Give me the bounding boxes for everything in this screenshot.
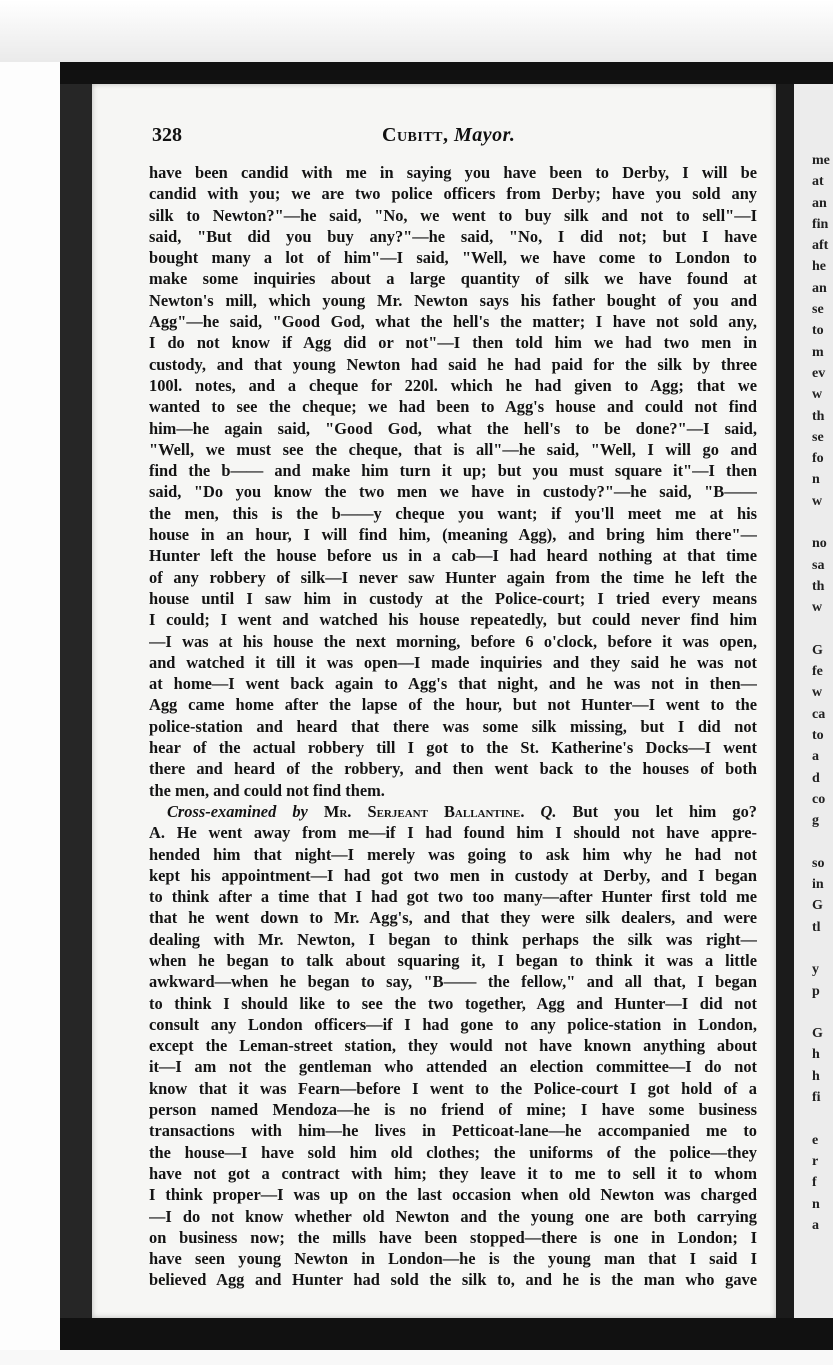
text-line: transactions with him—he lives in Petticoat-lane—he accompanied me to <box>149 1121 757 1141</box>
text-line: believed Agg and Hunter had sold the silk to, and he is the man who gave <box>149 1270 757 1290</box>
facing-page-text: aft <box>812 238 829 254</box>
text-line: Hunter left the house before us in a cab—I had heard nothing at that time <box>149 546 757 566</box>
text-line: Agg came home after the lapse of the hour, but not Hunter—I went to the <box>149 695 757 715</box>
facing-page-fragment <box>794 84 833 1324</box>
facing-page-text: sa <box>812 557 825 573</box>
running-head <box>382 124 515 147</box>
text-line: have seen young Newton in London—he is the young man that I said I <box>149 1249 757 1269</box>
running-head-name: Cubitt, <box>382 124 449 146</box>
text-line: at home—I went back again to Agg's that night, and he was not in then— <box>149 674 757 694</box>
book-page <box>92 84 776 1318</box>
facing-page-text <box>794 1002 833 1023</box>
text-line: —I do not know whether old Newton and the young one are both carrying <box>149 1206 757 1226</box>
question-text: But you let him go? <box>572 801 757 821</box>
facing-page-text: to <box>812 728 824 744</box>
facing-page-text: g <box>812 813 819 829</box>
text-line: bought many a lot of him"—I said, "Well, we have come to London to <box>149 248 757 268</box>
facing-page-text <box>794 619 833 640</box>
text-line: I could; I went and watched his house repeatedly, but could never find him <box>149 610 757 630</box>
facing-page-text: w <box>812 493 823 509</box>
facing-page-text: th <box>812 578 825 594</box>
text-line: hear of the actual robbery till I got to the St. Katherine's Docks—I went <box>149 738 757 758</box>
facing-page-text: in <box>812 877 824 893</box>
text-line: said, "Do you know the two men we have in custody?"—he said, "B—— <box>149 482 757 502</box>
text-line: to think after a time that I had got two too many—after Hunter first told me <box>149 887 757 907</box>
text-line: hended him that night—I merely was going to ask him why he had not <box>149 844 757 864</box>
text-line: kept his appointment—I had got two men in custody at Derby, and I began <box>149 865 757 885</box>
facing-page-text: f <box>812 1175 817 1191</box>
scanner-top-band <box>60 62 833 84</box>
text-line: wanted to see the cheque; we had been to Agg's house and could not find <box>149 397 757 417</box>
facing-page-text: se <box>812 302 824 318</box>
body-text <box>149 162 757 1291</box>
facing-page-text: no <box>812 536 827 552</box>
text-line: have not got a contract with him; they leave it to me to sell it to whom <box>149 1163 757 1183</box>
facing-page-text <box>794 938 833 959</box>
facing-page-text: w <box>812 685 823 701</box>
facing-page-text: y <box>812 962 819 978</box>
text-line: Newton's mill, which young Mr. Newton says his father bought of you and <box>149 290 757 310</box>
facing-page-text: to <box>812 323 824 339</box>
facing-page-text: G <box>812 1026 823 1042</box>
scan-bottom-margin <box>0 1350 833 1365</box>
facing-page-text: fin <box>812 216 829 232</box>
facing-page-text: at <box>812 174 824 190</box>
text-line: said, "But did you buy any?"—he said, "No, I did not; but I have <box>149 226 757 246</box>
running-head-title: Mayor. <box>454 124 516 146</box>
text-line: that he went down to Mr. Agg's, and that they were silk dealers, and were <box>149 908 757 928</box>
text-line: awkward—when he began to say, "B—— the fellow," and all that, I began <box>149 972 757 992</box>
facing-page-text: tl <box>812 919 821 935</box>
text-line: candid with you; we are two police officers from Derby; have you sold any <box>149 184 757 204</box>
text-line: have been candid with me in saying you have been to Derby, I will be <box>149 163 757 182</box>
text-line: the men, this is the b——y cheque you want; if you'll meet me at his <box>149 503 757 523</box>
cross-examined-label: Cross-examined by <box>167 801 308 821</box>
facing-page-text: se <box>812 429 824 445</box>
text-line: and watched it till it was open—I made inquiries and they said he was not <box>149 652 757 672</box>
text-line: know that it was Fearn—before I went to the Police-court I got hold of a <box>149 1078 757 1098</box>
book-left-edge <box>60 84 92 1324</box>
page-number: 328 <box>152 124 182 146</box>
facing-page-text: e <box>812 1132 819 1148</box>
facing-page-text: ca <box>812 706 826 722</box>
facing-page-text: n <box>812 472 820 488</box>
facing-page-text: d <box>812 770 820 786</box>
page-header <box>152 124 762 154</box>
text-line: dealing with Mr. Newton, I began to think perhaps the silk was right— <box>149 929 757 949</box>
text-line: find the b—— and make him turn it up; but you must square it"—I then <box>149 461 757 481</box>
question-marker: Q. <box>540 801 557 821</box>
facing-page-text <box>794 512 833 533</box>
counsel-name: Mr. Serjeant Ballantine. <box>323 801 525 821</box>
scanner-bottom-band <box>60 1318 833 1350</box>
facing-page-text: an <box>812 195 827 211</box>
facing-page-text: w <box>812 600 823 616</box>
facing-page-text: G <box>812 642 823 658</box>
facing-page-text: m <box>812 344 824 360</box>
text-line: I think proper—I was up on the last occasion when old Newton was charged <box>149 1185 757 1205</box>
text-line: Agg"—he said, "Good God, what the hell's the matter; I have not sold any, <box>149 312 757 332</box>
facing-page-text: a <box>812 1217 819 1233</box>
text-line: custody, and that young Newton had said he had paid for the silk by three <box>149 354 757 374</box>
facing-page-text: w <box>812 387 823 403</box>
facing-page-spacer <box>794 84 833 150</box>
facing-page-text: he <box>812 259 826 275</box>
text-line: I do not know if Agg did or not"—I then told him we had two men in <box>149 333 757 353</box>
text-line: the house—I have sold him old clothes; the uniforms of the police—they <box>149 1142 757 1162</box>
facing-page-text: an <box>812 280 827 296</box>
facing-page-text: p <box>812 983 820 999</box>
text-line: on business now; the mills have been stopped—there is one in London; I <box>149 1227 757 1247</box>
scan-top-margin <box>0 0 833 62</box>
text-line: person named Mendoza—he is no friend of mine; I have some business <box>149 1100 757 1120</box>
text-line: "Well, we must see the cheque, that is all"—he said, "Well, I will go and <box>149 439 757 459</box>
text-line: —I was at his house the next morning, before 6 o'clock, before it was open, <box>149 631 757 651</box>
text-line: silk to Newton?"—he said, "No, we went to buy silk and not to sell"—I <box>149 205 757 225</box>
text-line: the men, and could not find them. <box>149 780 385 800</box>
facing-page-text: n <box>812 1196 820 1212</box>
text-line: house until I saw him in custody at the Police-court; I tried every means <box>149 588 757 608</box>
text-line: of any robbery of silk—I never saw Hunter again from the time he left the <box>149 567 757 587</box>
text-line: house in an hour, I will find him, (meaning Agg), and bring him there"— <box>149 525 757 545</box>
text-line: police-station and heard that there was some silk missing, but I did not <box>149 716 757 736</box>
facing-page-text: fe <box>812 664 823 680</box>
text-line: there and heard of the robbery, and then went back to the houses of both <box>149 759 757 779</box>
facing-page-text: ev <box>812 365 826 381</box>
facing-page-text: G <box>812 898 823 914</box>
book-gutter <box>776 84 794 1324</box>
facing-page-text <box>794 832 833 853</box>
facing-page-text: fo <box>812 451 824 467</box>
text-line: it—I am not the gentleman who attended an election committee—I do not <box>149 1057 757 1077</box>
facing-page-text: so <box>812 855 825 871</box>
text-line: make some inquiries about a large quantity of silk we have found at <box>149 269 757 289</box>
facing-page-text: th <box>812 408 825 424</box>
facing-page-text: h <box>812 1068 820 1084</box>
facing-page-text: me <box>812 153 830 168</box>
text-line: A. He went away from me—if I had found him I should not have appre- <box>149 823 757 843</box>
facing-page-text: fi <box>812 1090 821 1106</box>
facing-page-text <box>794 1108 833 1129</box>
text-line: consult any London officers—if I had gone to any police-station in London, <box>149 1014 757 1034</box>
text-line: 100l. notes, and a cheque for 220l. which he had given to Agg; that we <box>149 375 757 395</box>
facing-page-text: a <box>812 749 819 765</box>
scan-left-margin <box>0 62 60 1365</box>
cross-examination-line <box>149 801 757 822</box>
text-line: him—he again said, "Good God, what the hell's to be done?"—I said, <box>149 418 757 438</box>
text-line: to think I should like to see the two together, Agg and Hunter—I did not <box>149 993 757 1013</box>
text-line: except the Leman-street station, they would not have known anything about <box>149 1036 757 1056</box>
facing-page-text: h <box>812 1047 820 1063</box>
text-line: when he began to talk about squaring it, I began to think it was a little <box>149 950 757 970</box>
facing-page-text: co <box>812 791 826 807</box>
facing-page-text: r <box>812 1153 819 1169</box>
